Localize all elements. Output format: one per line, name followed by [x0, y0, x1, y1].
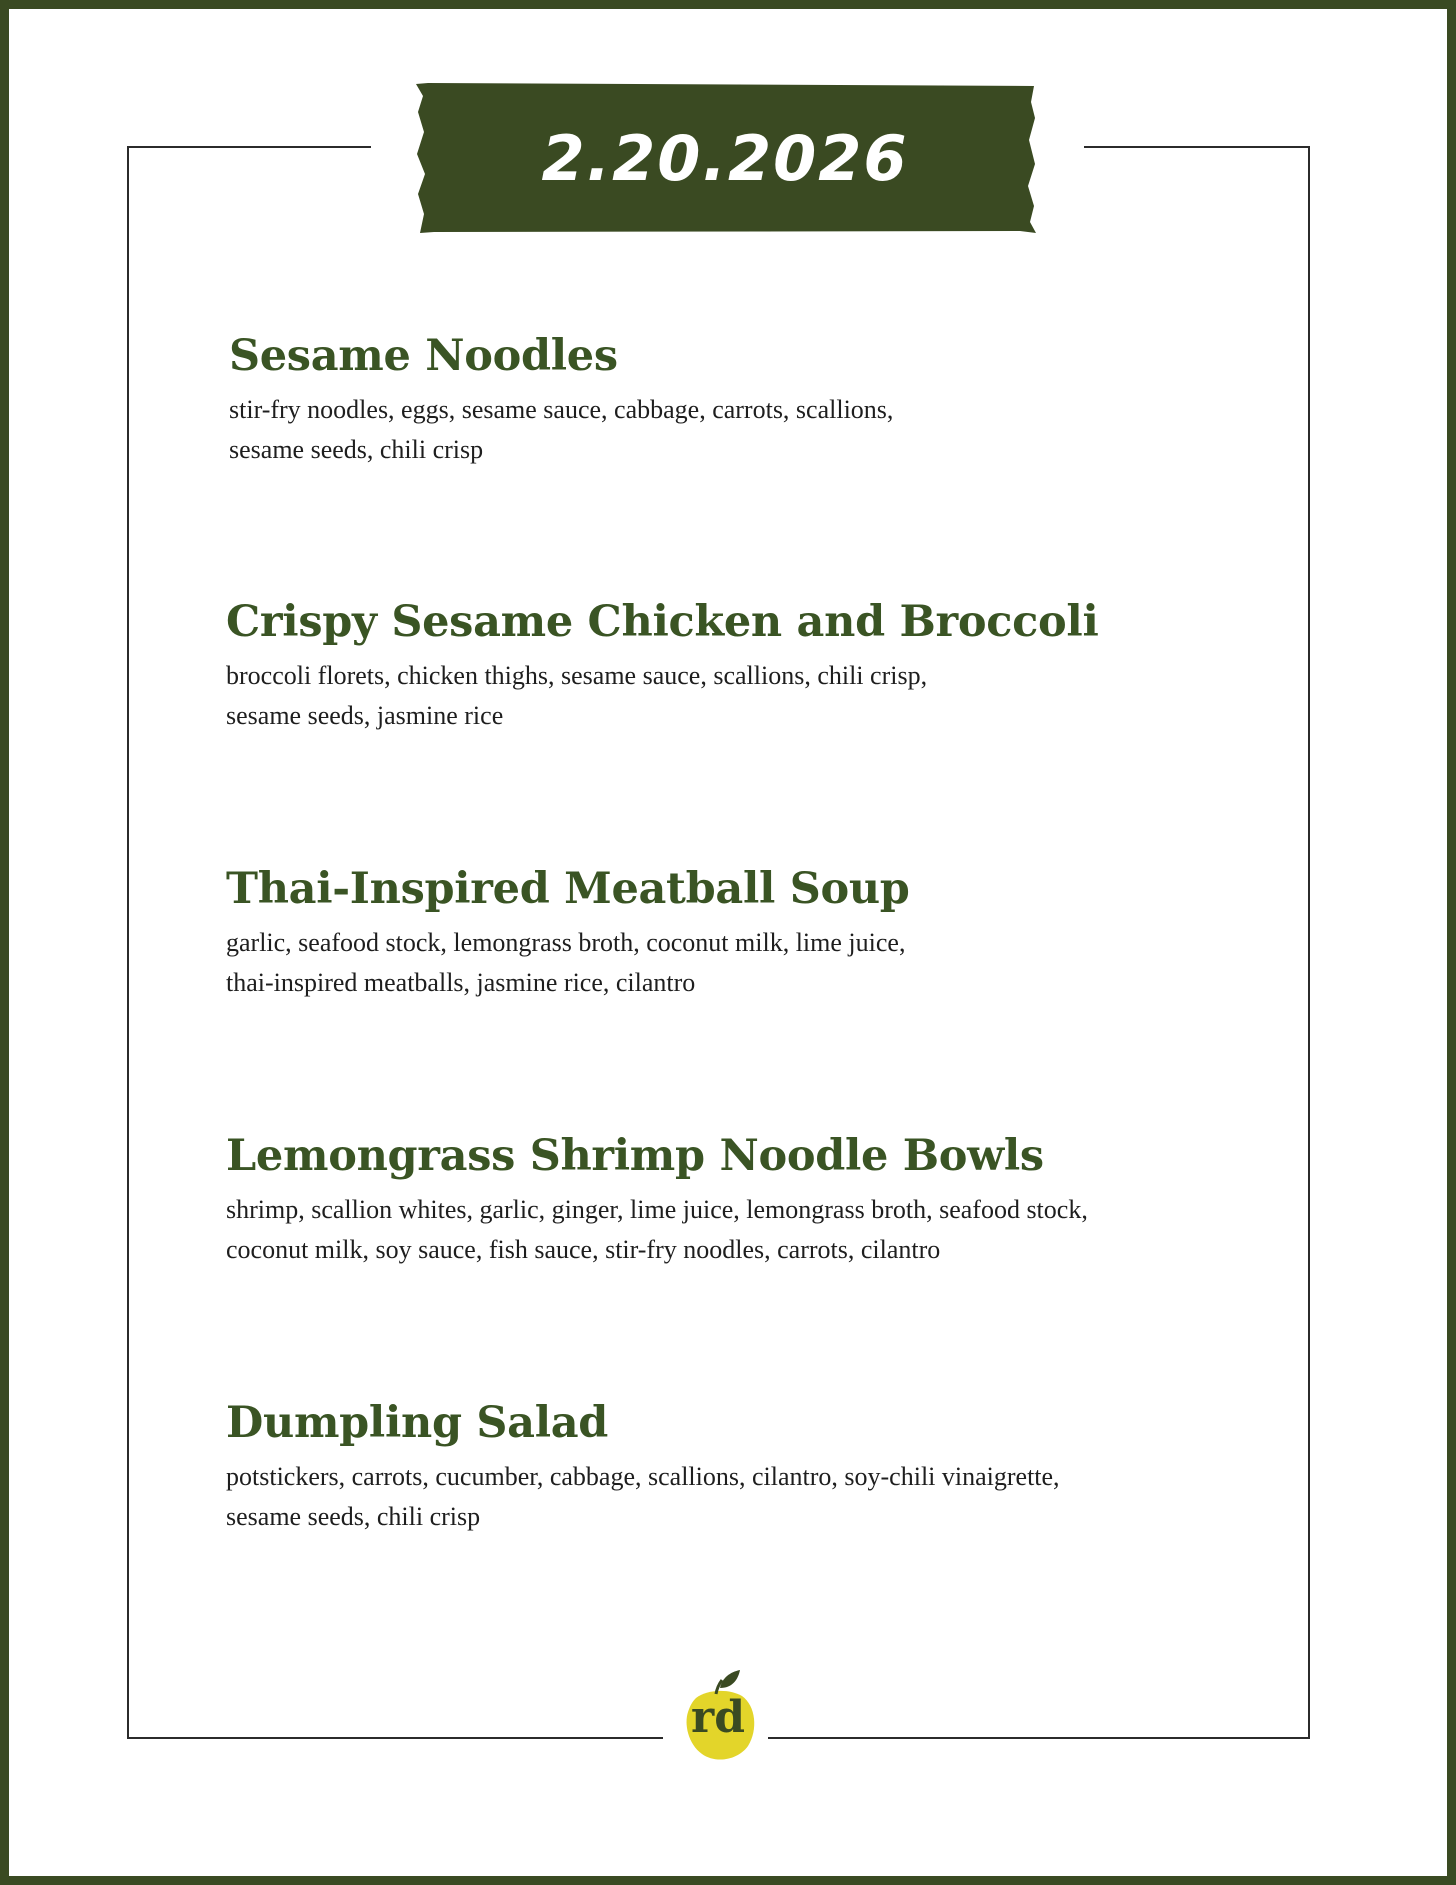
- menu-item-sesame-chicken: [226, 594, 1226, 736]
- description-line: potstickers, carrots, cucumber, cabbage, scallions, cilantro, soy-chili vinaigrette,: [226, 1462, 1060, 1491]
- frame-right: [1308, 146, 1310, 1739]
- menu-item-shrimp-noodle-bowls: [226, 1128, 1226, 1270]
- date-title: 2.20.2026: [541, 121, 909, 195]
- brand-logo: [676, 1668, 762, 1764]
- description-line: coconut milk, soy sauce, fish sauce, stir-fry noodles, carrots, cilantro: [226, 1235, 941, 1264]
- menu-item-description: [226, 1190, 1226, 1270]
- description-line: broccoli florets, chicken thighs, sesame sauce, scallions, chili crisp,: [226, 661, 928, 690]
- description-line: sesame seeds, chili crisp: [229, 435, 484, 464]
- description-line: stir-fry noodles, eggs, sesame sauce, cabbage, carrots, scallions,: [229, 395, 894, 424]
- frame-bottom-right: [768, 1737, 1310, 1739]
- menu-item-description: [226, 1457, 1226, 1537]
- menu-item-title: Dumpling Salad: [226, 1398, 609, 1448]
- description-line: sesame seeds, chili crisp: [226, 1502, 481, 1531]
- description-line: shrimp, scallion whites, garlic, ginger, lime juice, lemongrass broth, seafood stock,: [226, 1195, 1088, 1224]
- menu-item-sesame-noodles: [229, 328, 1229, 470]
- menu-item-description: [226, 923, 1226, 1003]
- menu-item-description: [226, 656, 1226, 736]
- description-line: garlic, seafood stock, lemongrass broth, coconut milk, lime juice,: [226, 928, 906, 957]
- frame-top-left: [127, 146, 371, 148]
- menu-item-title: Lemongrass Shrimp Noodle Bowls: [226, 1131, 1044, 1181]
- menu-item-title: Crispy Sesame Chicken and Broccoli: [226, 597, 1099, 647]
- lemon-logo-icon: [676, 1668, 762, 1764]
- date-banner: [414, 82, 1036, 234]
- frame-bottom-left: [127, 1737, 663, 1739]
- frame-left: [127, 146, 129, 1739]
- menu-item-dumpling-salad: [226, 1395, 1226, 1537]
- menu-item-description: [229, 390, 1229, 470]
- menu-item-title: Sesame Noodles: [229, 331, 618, 381]
- frame-top-right: [1084, 146, 1310, 148]
- description-line: sesame seeds, jasmine rice: [226, 701, 504, 730]
- menu-item-title: Thai-Inspired Meatball Soup: [226, 864, 910, 914]
- menu-item-meatball-soup: [226, 861, 1226, 1003]
- description-line: thai-inspired meatballs, jasmine rice, cilantro: [226, 968, 696, 997]
- logo-text: rd: [691, 1692, 745, 1743]
